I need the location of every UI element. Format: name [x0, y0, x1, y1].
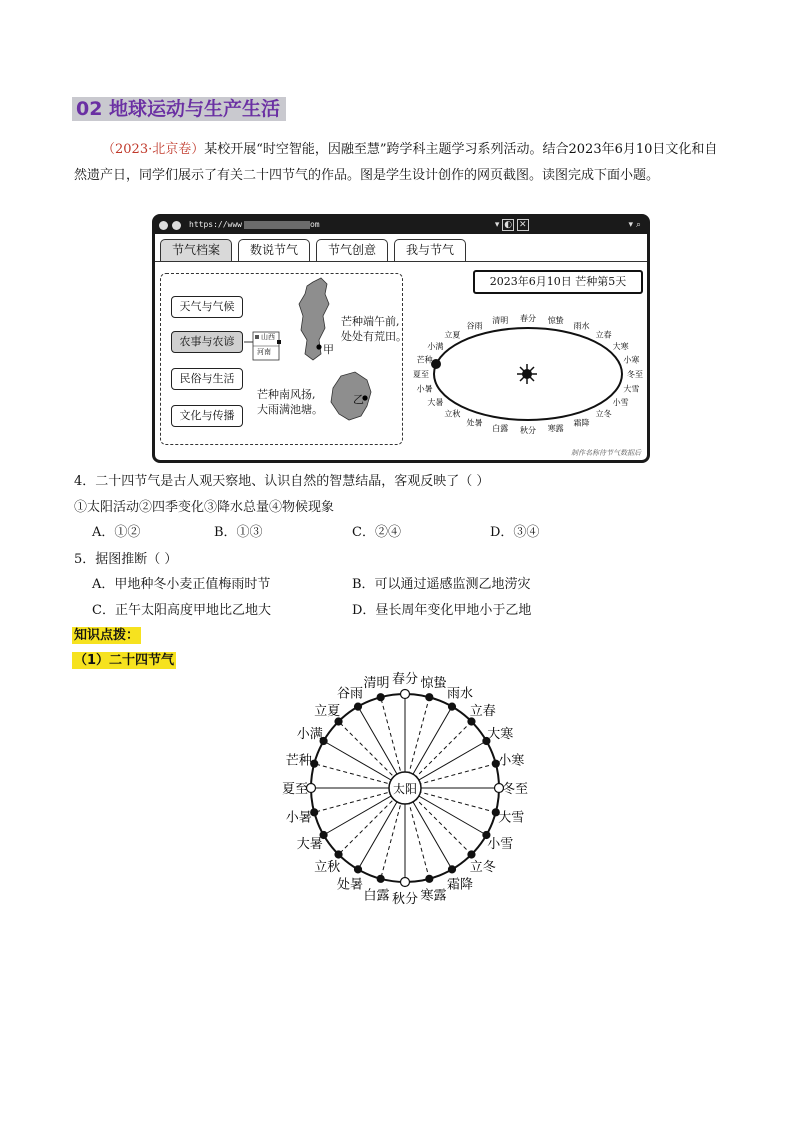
orbit-term-label: 小雪	[612, 398, 629, 407]
orbit-term-label: 芒种	[416, 355, 433, 365]
btn-culture[interactable]: 文化与传播	[171, 405, 243, 427]
tab-data[interactable]: 数说节气	[238, 239, 310, 261]
dropdown-icon-2: ▾	[628, 220, 634, 230]
q5-option-a: A．甲地种冬小麦正值梅雨时节	[92, 577, 271, 592]
orbit-term-label: 大雪	[623, 384, 640, 394]
term-label: 立秋	[314, 859, 341, 875]
orbit-term-label: 雨水	[573, 321, 590, 331]
term-label: 惊蛰	[420, 675, 447, 691]
term-point	[377, 694, 384, 701]
back-icon	[159, 221, 168, 230]
url-bar	[189, 219, 320, 231]
term-point	[449, 703, 456, 710]
date-box: 2023年6月10日 芒种第5天	[473, 270, 643, 294]
orbit-term-label: 寒露	[547, 424, 564, 434]
term-point	[401, 690, 410, 699]
term-label: 霜降	[446, 877, 474, 893]
url-suffix: om	[309, 220, 320, 229]
tab-underline	[155, 261, 647, 262]
orbit-term-label: 立冬	[595, 409, 612, 419]
term-label: 大暑	[296, 837, 323, 852]
term-point	[355, 866, 362, 873]
term-label: 大寒	[487, 727, 514, 742]
orbit-term-label: 立春	[595, 330, 612, 340]
tab-creative[interactable]: 节气创意	[316, 239, 388, 261]
term-label: 小暑	[285, 810, 312, 826]
q4-option-c: C．②④	[352, 525, 401, 540]
refresh-icon: ◐	[504, 220, 513, 230]
content-panel	[160, 273, 407, 445]
browser-toolbar	[155, 217, 647, 234]
term-label: 处暑	[336, 877, 364, 893]
term-label: 小满	[296, 727, 323, 742]
label-shanxi: 山西	[261, 333, 275, 341]
orbit-term-label: 小寒	[623, 355, 640, 365]
btn-folk[interactable]: 民俗与生活	[171, 368, 243, 390]
url-prefix: https://www	[189, 220, 242, 229]
term-label: 立春	[469, 704, 496, 720]
knowledge-heading: 知识点拨：	[74, 628, 140, 643]
orbit-term-label: 白露	[492, 424, 509, 434]
solar-terms-diagram	[245, 672, 565, 907]
orbit-term-label: 冬至	[627, 370, 643, 379]
orbit-term-label: 清明	[492, 315, 509, 325]
section-title: 02 地球运动与生产生活	[72, 97, 286, 121]
jia-note: 芒种端午前, 处处有荒田。	[341, 315, 407, 343]
orbit-term-label: 惊蛰	[547, 315, 564, 325]
jia-marker-dot	[316, 344, 321, 349]
url-redacted	[244, 221, 310, 229]
q4-statements: ①太阳活动②四季变化③降水总量④物候现象	[74, 500, 335, 515]
sun-icon	[517, 364, 537, 384]
q5-stem: 5．据图推断（ ）	[74, 552, 178, 567]
btn-weather[interactable]: 天气与气候	[171, 296, 243, 318]
yi-label: 乙	[353, 393, 364, 406]
dropdown-icon: ▾	[494, 220, 500, 230]
orbit-term-label: 立夏	[444, 330, 461, 340]
term-label: 小雪	[487, 837, 514, 852]
search-icon: ⌕	[635, 220, 641, 230]
orbit-term-label: 小满	[427, 342, 444, 351]
term-point	[468, 851, 475, 858]
q4-option-b: B．①③	[214, 525, 263, 540]
term-point	[426, 875, 433, 882]
term-label: 春分	[391, 672, 419, 687]
orbit-term-label: 立秋	[444, 409, 461, 419]
intro-paragraph	[74, 137, 724, 189]
q5-option-c: C．正午太阳高度甲地比乙地大	[92, 603, 271, 618]
term-label: 寒露	[420, 888, 447, 904]
orbit-term-label: 谷雨	[466, 321, 483, 331]
intro-text: 某校开展“时空智能，因融至慧”跨学科主题学习系列活动。结合2023年6月10日文化和自然遗产日，同学们展示了有关二十四节气的作品。图是学生设计创作的网页截图。读图完成下面小题。	[74, 142, 718, 183]
orbit-term-label: 大暑	[427, 398, 444, 407]
q5-option-b: B．可以通过遥感监测乙地涝灾	[352, 577, 531, 592]
forward-icon	[172, 221, 181, 230]
term-label: 小寒	[498, 753, 525, 769]
label-henan: 河南	[257, 348, 271, 356]
window-controls	[495, 219, 641, 231]
q4-option-d: D．③④	[490, 525, 540, 540]
q4-stem: 4．二十四节气是古人观天察地、认识自然的智慧结晶，客观反映了（ ）	[74, 474, 490, 489]
orbit-diagram	[410, 302, 650, 462]
image-caption: 制作名称待节气数据后	[571, 449, 641, 457]
knowledge-subheading: （1）二十四节气	[74, 653, 175, 668]
orbit-term-label: 秋分	[520, 426, 536, 435]
orbit-term-label: 夏至	[413, 370, 429, 379]
orbit-term-label: 霜降	[573, 418, 590, 428]
sun-center-label: 太阳	[392, 782, 418, 796]
term-label: 秋分	[391, 892, 419, 907]
jia-label: 甲	[323, 343, 334, 356]
term-label: 立冬	[469, 859, 496, 875]
term-label: 立夏	[314, 704, 341, 720]
term-label: 清明	[363, 675, 390, 691]
province-maps	[161, 274, 404, 446]
term-point	[449, 866, 456, 873]
term-label: 雨水	[446, 686, 474, 702]
intro-source: （2023·北京卷）	[102, 142, 205, 157]
tab-me[interactable]: 我与节气	[394, 239, 466, 261]
term-point	[355, 703, 362, 710]
btn-farming[interactable]: 农事与农谚	[171, 331, 243, 353]
term-label: 夏至	[281, 782, 309, 797]
term-point	[335, 851, 342, 858]
tab-archive[interactable]: 节气档案	[160, 239, 232, 261]
yi-note: 芒种南风扬, 大雨满池塘。	[257, 388, 323, 416]
term-point	[426, 694, 433, 701]
term-label: 芒种	[285, 753, 312, 769]
orbit-term-label: 小暑	[416, 384, 433, 394]
term-point	[377, 875, 384, 882]
term-point	[401, 878, 410, 887]
orbit-term-label: 大寒	[612, 342, 629, 351]
orbit-term-label: 春分	[520, 314, 536, 323]
term-label: 白露	[363, 888, 390, 904]
q5-option-d: D．昼长周年变化甲地小于乙地	[352, 603, 532, 618]
term-label: 冬至	[501, 782, 529, 797]
term-label: 谷雨	[336, 686, 364, 702]
browser-mockup	[152, 214, 650, 463]
orbit-term-label: 处暑	[466, 418, 483, 428]
q4-option-a: A．①②	[92, 525, 141, 540]
close-icon: ✕	[519, 220, 527, 230]
term-label: 大雪	[498, 810, 525, 826]
